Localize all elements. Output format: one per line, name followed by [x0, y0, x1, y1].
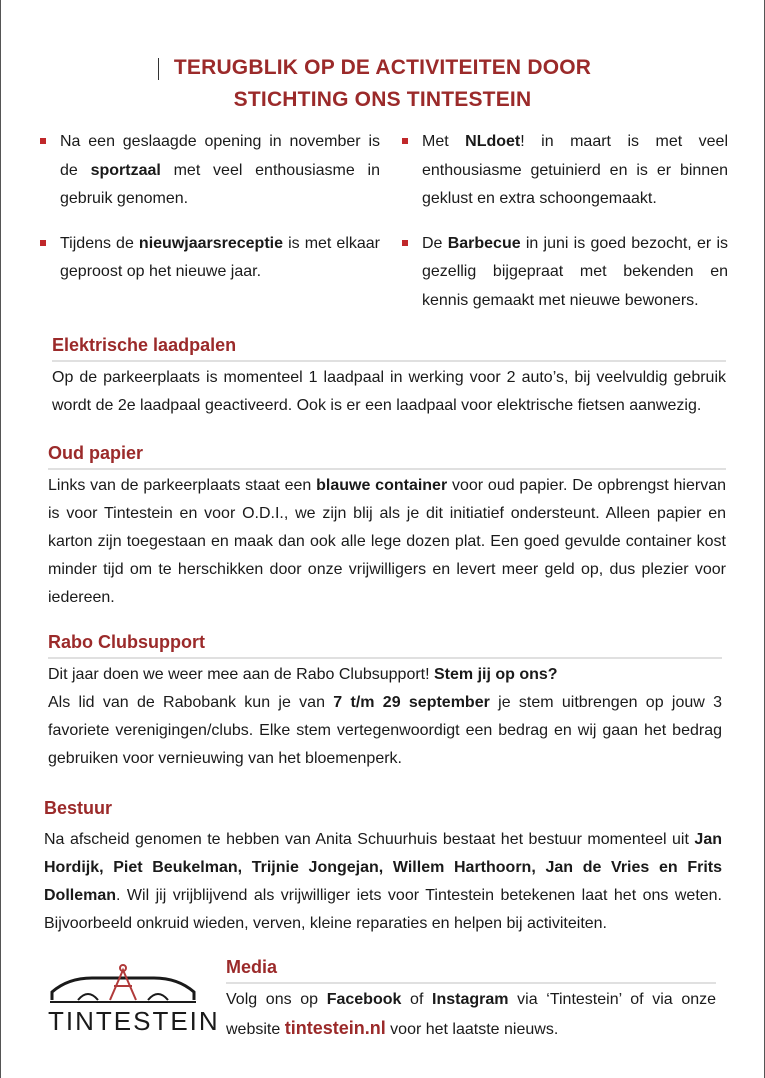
text-rabo-paragraph: Als lid van de Rabobank kun je van 7 t/m 29 september je stem uitbrengen op jouw 3 favoriete verenigingen/clubs. Elke stem vertegenwoordigt een bedrag en wij gaan het bedrag gebruiken voor vernieuwing van het bloemenperk.: [48, 694, 723, 767]
heading-bestuur: Bestuur: [44, 798, 113, 818]
heading-rabo-clubsupport: Rabo Clubsupport: [48, 630, 722, 659]
bullet-barbecue: De Barbecue in juni is goed bezocht, er is gezellig bijgepraat met bekenden en kennis gemaakt met nieuwe bewoners.: [400, 230, 728, 316]
page-title-line-1: TERUGBLIK OP DE ACTIVITEITEN DOOR: [173, 56, 592, 79]
facebook-label: Facebook: [326, 991, 402, 1008]
activity-bullets: [38, 128, 728, 315]
bullet-nldoet: Met NLdoet! in maart is met veel enthousiasme getuinierd en is er binnen geklust en extra schoongemaakt.: [400, 128, 728, 214]
text-rabo-line-1: Dit jaar doen we weer mee aan de Rabo Clubsupport! Stem jij op ons?: [48, 666, 558, 683]
section-media: [226, 955, 716, 1044]
text-media: Volg ons op Facebook of Instagram via ‘Tintestein’ of via onze website tintestein.nl voor het laatste nieuws.: [226, 991, 717, 1038]
section-rabo-clubsupport: [48, 630, 722, 773]
heading-media: Media: [226, 955, 716, 984]
section-laadpalen: [52, 333, 726, 420]
section-oud-papier: [48, 441, 726, 612]
text-oud-papier: Links van de parkeerplaats staat een blauwe container voor oud papier. De opbrengst hiervan is voor Tintestein en voor O.D.I., we zijn blij als je dit initiatief ondersteunt. Alleen papier en karton zijn toegestaan en maak dan ook alle lege dozen plat. Een goed gevulde container kost minder tijd om te herschikken door onze vrijwilligers en levert meer geld op, dus plezier voor iedereen.: [48, 477, 726, 606]
heading-laadpalen: Elektrische laadpalen: [52, 333, 726, 362]
logo-wordmark: TINTESTEIN: [48, 1006, 220, 1036]
text-laadpalen: Op de parkeerplaats is momenteel 1 laadpaal in werking voor 2 auto’s, bij veelvuldig gebruik wordt de 2e laadpaal geactiveerd. Ook is er een laadpaal voor elektrische fietsen aanwezig.: [52, 369, 726, 414]
section-bestuur: [44, 796, 722, 938]
heading-oud-papier: Oud papier: [48, 441, 726, 470]
text-bestuur: Na afscheid genomen te hebben van Anita Schuurhuis bestaat het bestuur momenteel uit Jan Hordijk, Piet Beukelman, Trijnie Jongejan, Willem Harthoorn, Jan de Vries en Frits Dolleman. Wil jij vrijblijvend als vrijwilliger iets voor Tintestein betekenen laat het ons weten. Bijvoorbeeld onkruid wieden, verven, kleine reparaties en helpen bij activiteiten.: [44, 831, 722, 932]
bullet-sportzaal: Na een geslaagde opening in november is de sportzaal met veel enthousiasme in gebruik genomen.: [38, 128, 380, 214]
page-title-line-2: STICHTING ONS TINTESTEIN: [233, 88, 532, 111]
bullet-nieuwjaarsreceptie: Tijdens de nieuwjaarsreceptie is met elkaar geproost op het nieuwe jaar.: [38, 230, 380, 316]
website-link[interactable]: tintestein.nl: [284, 1018, 386, 1038]
instagram-label: Instagram: [432, 991, 509, 1008]
